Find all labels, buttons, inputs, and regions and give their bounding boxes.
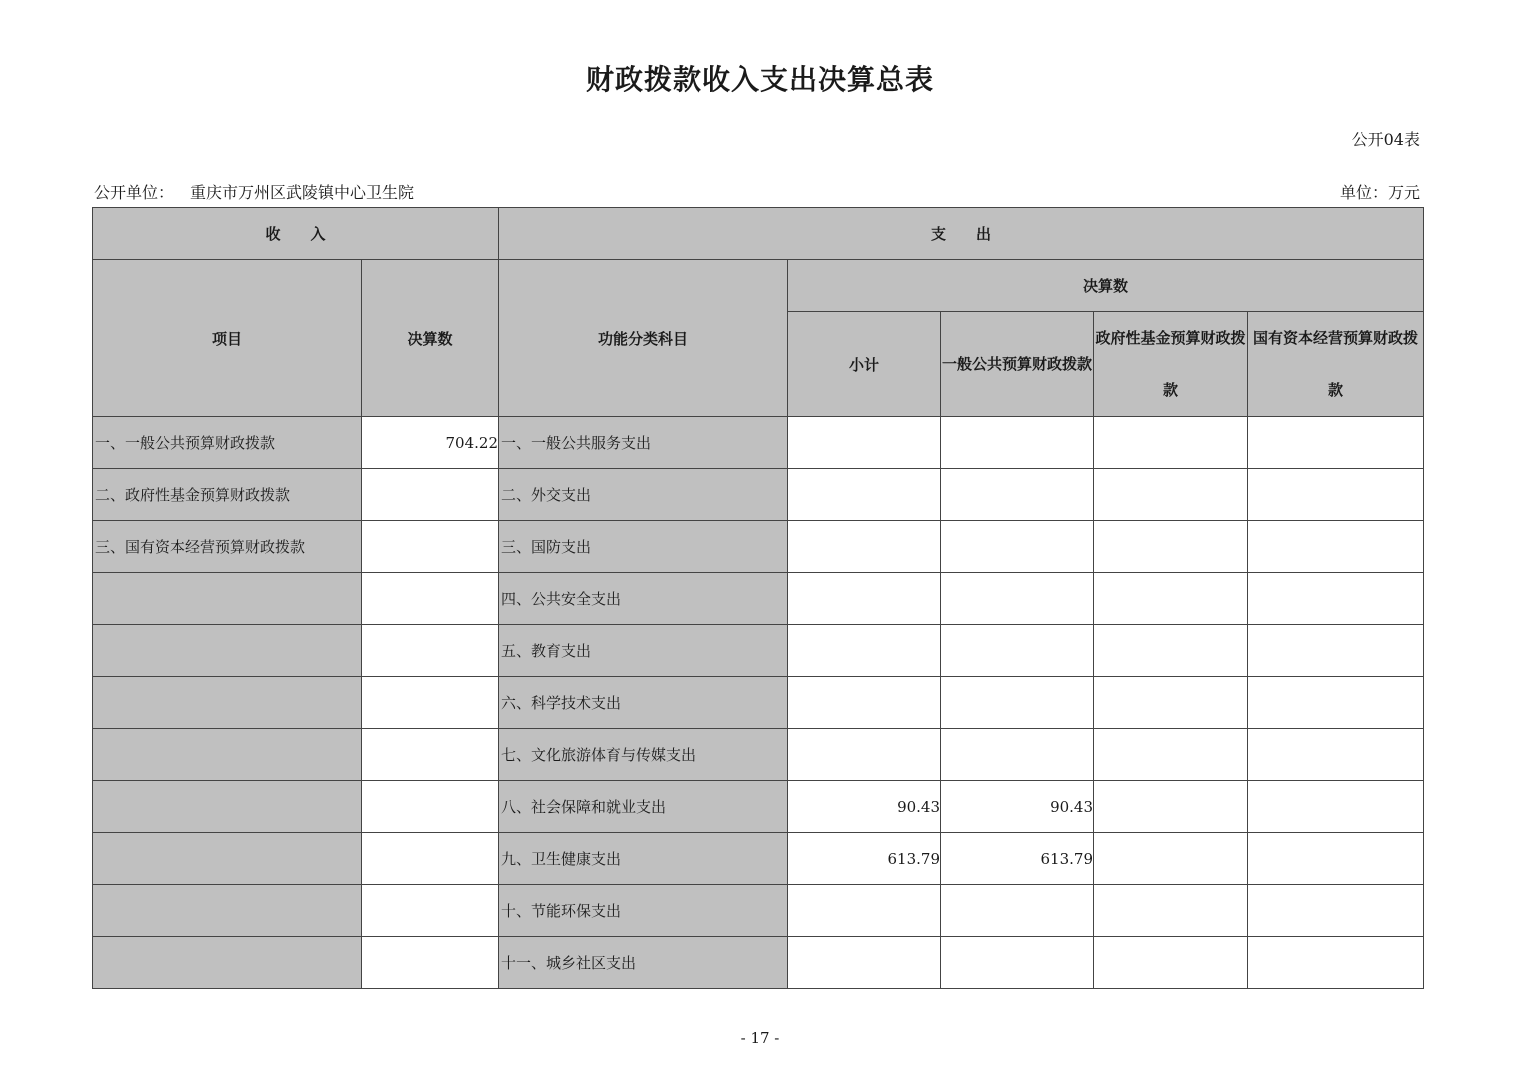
- state-capital-cell: [1248, 521, 1424, 573]
- state-capital-cell: [1248, 469, 1424, 521]
- state-capital-cell: [1248, 625, 1424, 677]
- subtotal-cell: [788, 469, 941, 521]
- general-header: 一般公共预算财政拨款: [941, 312, 1094, 417]
- expense-item-cell: 七、文化旅游体育与传媒支出: [499, 729, 788, 781]
- budget-table: [92, 207, 1424, 989]
- expense-item-cell: 三、国防支出: [499, 521, 788, 573]
- expense-item-cell: 八、社会保障和就业支出: [499, 781, 788, 833]
- income-amount-cell: [362, 729, 499, 781]
- state-capital-cell: [1248, 833, 1424, 885]
- state-capital-cell: [1248, 885, 1424, 937]
- table-row: [93, 625, 1424, 677]
- table-row: [93, 937, 1424, 989]
- table-row: [93, 781, 1424, 833]
- subtotal-cell: [788, 625, 941, 677]
- table-row: [93, 417, 1424, 469]
- page-title: 财政拨款收入支出决算总表: [585, 63, 934, 96]
- subtotal-cell: [788, 729, 941, 781]
- general-cell: [941, 469, 1094, 521]
- expense-item-cell: 六、科学技术支出: [499, 677, 788, 729]
- general-cell: [941, 417, 1094, 469]
- subtotal-cell: [788, 573, 941, 625]
- general-cell: [941, 885, 1094, 937]
- income-item-cell: [93, 781, 362, 833]
- income-amount-cell: [362, 885, 499, 937]
- gov-fund-cell: [1094, 625, 1248, 677]
- income-item-cell: [93, 885, 362, 937]
- general-cell: 90.43: [941, 781, 1094, 833]
- table-row: [93, 833, 1424, 885]
- income-item-cell: [93, 937, 362, 989]
- subtotal-cell: 90.43: [788, 781, 941, 833]
- state-capital-cell: [1248, 937, 1424, 989]
- income-amount-cell: [362, 677, 499, 729]
- subtotal-cell: 613.79: [788, 833, 941, 885]
- general-cell: [941, 521, 1094, 573]
- table-row: [93, 573, 1424, 625]
- income-amount-cell: [362, 833, 499, 885]
- state-capital-cell: [1248, 729, 1424, 781]
- general-cell: [941, 677, 1094, 729]
- expense-item-cell: 九、卫生健康支出: [499, 833, 788, 885]
- gov-fund-cell: [1094, 677, 1248, 729]
- form-code: 公开04表: [1351, 130, 1420, 149]
- income-amount-cell: [362, 521, 499, 573]
- state-capital-cell: [1248, 417, 1424, 469]
- subtotal-cell: [788, 521, 941, 573]
- general-cell: [941, 573, 1094, 625]
- currency-unit: 单位：万元: [1339, 183, 1420, 202]
- table-row: [93, 469, 1424, 521]
- expense-item-cell: 十、节能环保支出: [499, 885, 788, 937]
- table-row: [93, 885, 1424, 937]
- income-header: 收 入: [93, 208, 499, 260]
- gov-fund-cell: [1094, 469, 1248, 521]
- expense-header: 支 出: [499, 208, 1424, 260]
- page-number: - 17 -: [740, 1029, 780, 1047]
- item-header: 项目: [93, 260, 362, 417]
- general-cell: [941, 625, 1094, 677]
- general-cell: 613.79: [941, 833, 1094, 885]
- expense-item-cell: 一、一般公共服务支出: [499, 417, 788, 469]
- func-subject-header: 功能分类科目: [499, 260, 788, 417]
- income-item-cell: [93, 677, 362, 729]
- final-header: 决算数: [788, 260, 1424, 312]
- expense-item-cell: 四、公共安全支出: [499, 573, 788, 625]
- table-row: [93, 729, 1424, 781]
- expense-item-cell: 五、教育支出: [499, 625, 788, 677]
- income-amount-cell: [362, 469, 499, 521]
- gov-fund-cell: [1094, 729, 1248, 781]
- income-amount-cell: 704.22: [362, 417, 499, 469]
- income-item-cell: 二、政府性基金预算财政拨款: [93, 469, 362, 521]
- amount-header: 决算数: [362, 260, 499, 417]
- expense-item-cell: 十一、城乡社区支出: [499, 937, 788, 989]
- gov-fund-cell: [1094, 885, 1248, 937]
- publishing-unit-label: 公开单位：: [94, 183, 175, 202]
- table-row: [93, 521, 1424, 573]
- income-item-cell: [93, 625, 362, 677]
- gov-fund-cell: [1094, 573, 1248, 625]
- general-cell: [941, 729, 1094, 781]
- gov-fund-cell: [1094, 417, 1248, 469]
- gov-fund-cell: [1094, 781, 1248, 833]
- header-row-2: [93, 260, 1424, 312]
- income-amount-cell: [362, 573, 499, 625]
- subtotal-cell: [788, 417, 941, 469]
- gov-fund-cell: [1094, 937, 1248, 989]
- publishing-unit-name: 重庆市万州区武陵镇中心卫生院: [190, 183, 415, 202]
- subtotal-header: 小计: [788, 312, 941, 417]
- table-row: [93, 677, 1424, 729]
- subtotal-cell: [788, 937, 941, 989]
- income-item-cell: [93, 833, 362, 885]
- income-item-cell: 一、一般公共预算财政拨款: [93, 417, 362, 469]
- state-capital-header: 国有资本经营预算财政拨款: [1248, 312, 1424, 417]
- general-cell: [941, 937, 1094, 989]
- state-capital-cell: [1248, 573, 1424, 625]
- header-row-1: [93, 208, 1424, 260]
- subtotal-cell: [788, 885, 941, 937]
- state-capital-cell: [1248, 677, 1424, 729]
- gov-fund-header: 政府性基金预算财政拨款: [1094, 312, 1248, 417]
- state-capital-cell: [1248, 781, 1424, 833]
- income-amount-cell: [362, 625, 499, 677]
- income-amount-cell: [362, 937, 499, 989]
- subtotal-cell: [788, 677, 941, 729]
- expense-item-cell: 二、外交支出: [499, 469, 788, 521]
- income-item-cell: 三、国有资本经营预算财政拨款: [93, 521, 362, 573]
- gov-fund-cell: [1094, 833, 1248, 885]
- gov-fund-cell: [1094, 521, 1248, 573]
- income-amount-cell: [362, 781, 499, 833]
- income-item-cell: [93, 573, 362, 625]
- income-item-cell: [93, 729, 362, 781]
- publishing-unit: [94, 180, 430, 203]
